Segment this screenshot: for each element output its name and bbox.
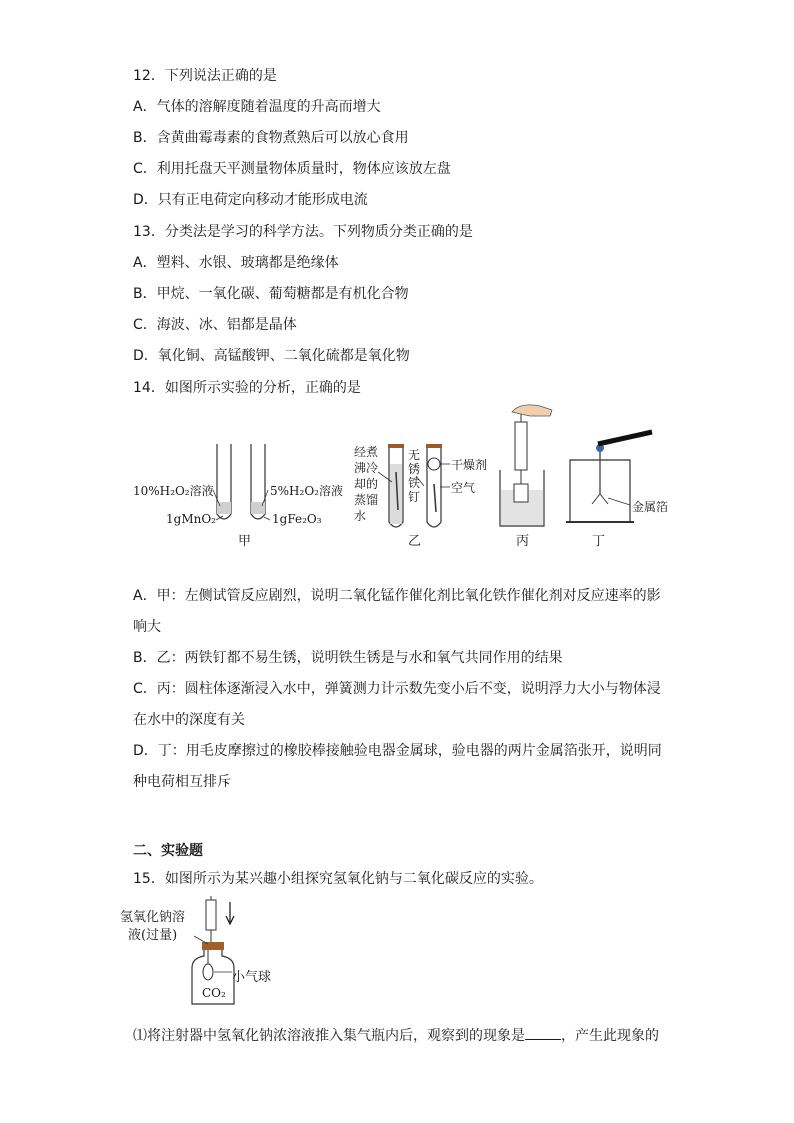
yi-air-label: 空气 (451, 481, 476, 495)
yi-water-label-3: 却的 (354, 477, 379, 491)
q15-gas-label: CO₂ (202, 986, 226, 1000)
yi-nail-label-1: 无 (408, 448, 421, 462)
q12-stem: 12．下列说法正确的是 (133, 68, 277, 84)
q13-option-c: C．海波、冰、铝都是晶体 (133, 317, 297, 333)
q15-solution-label-1: 氢氧化钠溶 (120, 910, 186, 925)
q14-option-c-line2: 在水中的深度有关 (133, 712, 245, 728)
jia-caption: 甲 (238, 534, 252, 549)
yi-nail-label-2: 锈 (408, 462, 421, 476)
q15-sub1-after: ，产生此现象的 (561, 1028, 659, 1044)
q15-solution-label-2: 液(过量) (128, 928, 178, 943)
q15-sub1 (133, 1025, 659, 1046)
section-title: 二、实验题 (133, 843, 203, 859)
jia-right-solution-label: 5%H₂O₂溶液 (270, 484, 343, 498)
yi-desiccant-label: 干燥剂 (451, 458, 488, 472)
answer-blank[interactable] (525, 1025, 561, 1040)
q14-option-b: B．乙：两铁钉都不易生锈，说明铁生锈是与水和氧气共同作用的结果 (133, 650, 563, 666)
ding-caption: 丁 (592, 534, 606, 549)
q14-stem: 14．如图所示实验的分析，正确的是 (133, 380, 361, 396)
yi-nail-label-3: 铁 (408, 476, 421, 490)
q14-option-d-line2: 种电荷相互排斥 (133, 774, 231, 790)
q14-figure (120, 402, 690, 552)
q12-option-c: C．利用托盘天平测量物体质量时，物体应该放左盘 (133, 161, 451, 177)
q13-option-b: B．甲烷、一氧化碳、葡萄糖都是有机化合物 (133, 286, 409, 302)
yi-water-label-5: 水 (354, 509, 367, 523)
q15-figure (118, 896, 298, 1008)
jia-right-catalyst-label: 1gFe₂O₃ (272, 512, 322, 526)
q12-option-d: D．只有正电荷定向移动才能形成电流 (133, 192, 368, 208)
q14-option-a-line2: 响大 (133, 619, 161, 635)
q14-option-a-line1: A．甲：左侧试管反应剧烈，说明二氧化锰作催化剂比氧化铁作催化剂对反应速率的影 (133, 588, 661, 604)
q13-option-a: A．塑料、水银、玻璃都是绝缘体 (133, 255, 339, 271)
q12-option-a: A．气体的溶解度随着温度的升高而增大 (133, 99, 381, 115)
yi-caption: 乙 (408, 534, 422, 549)
yi-water-label-4: 蒸馏 (354, 493, 379, 507)
yi-water-label-1: 经煮 (354, 445, 379, 459)
q15-stem: 15．如图所示为某兴趣小组探究氢氧化钠与二氧化碳反应的实验。 (133, 871, 543, 887)
q13-stem: 13．分类法是学习的科学方法。下列物质分类正确的是 (133, 224, 473, 240)
q14-option-c-line1: C．丙：圆柱体逐渐浸入水中，弹簧测力计示数先变小后不变，说明浮力大小与物体浸 (133, 681, 661, 697)
ding-foil-label: 金属箔 (632, 500, 669, 514)
q15-balloon-label: 小气球 (232, 970, 272, 985)
yi-water-label-2: 沸冷 (354, 461, 379, 475)
jia-left-catalyst-label: 1gMnO₂ (166, 512, 216, 526)
bing-caption: 丙 (516, 534, 530, 549)
q14-option-d-line1: D．丁：用毛皮摩擦过的橡胶棒接触验电器金属球，验电器的两片金属箔张开，说明同 (133, 743, 662, 759)
q15-sub1-before: ⑴将注射器中氢氧化钠浓溶液推入集气瓶内后，观察到的现象是 (133, 1028, 525, 1044)
q12-option-b: B．含黄曲霉毒素的食物煮熟后可以放心食用 (133, 130, 409, 146)
q13-option-d: D．氧化铜、高锰酸钾、二氧化硫都是氧化物 (133, 348, 410, 364)
jia-left-solution-label: 10%H₂O₂溶液 (133, 484, 214, 498)
yi-nail-label-4: 钉 (408, 490, 421, 504)
